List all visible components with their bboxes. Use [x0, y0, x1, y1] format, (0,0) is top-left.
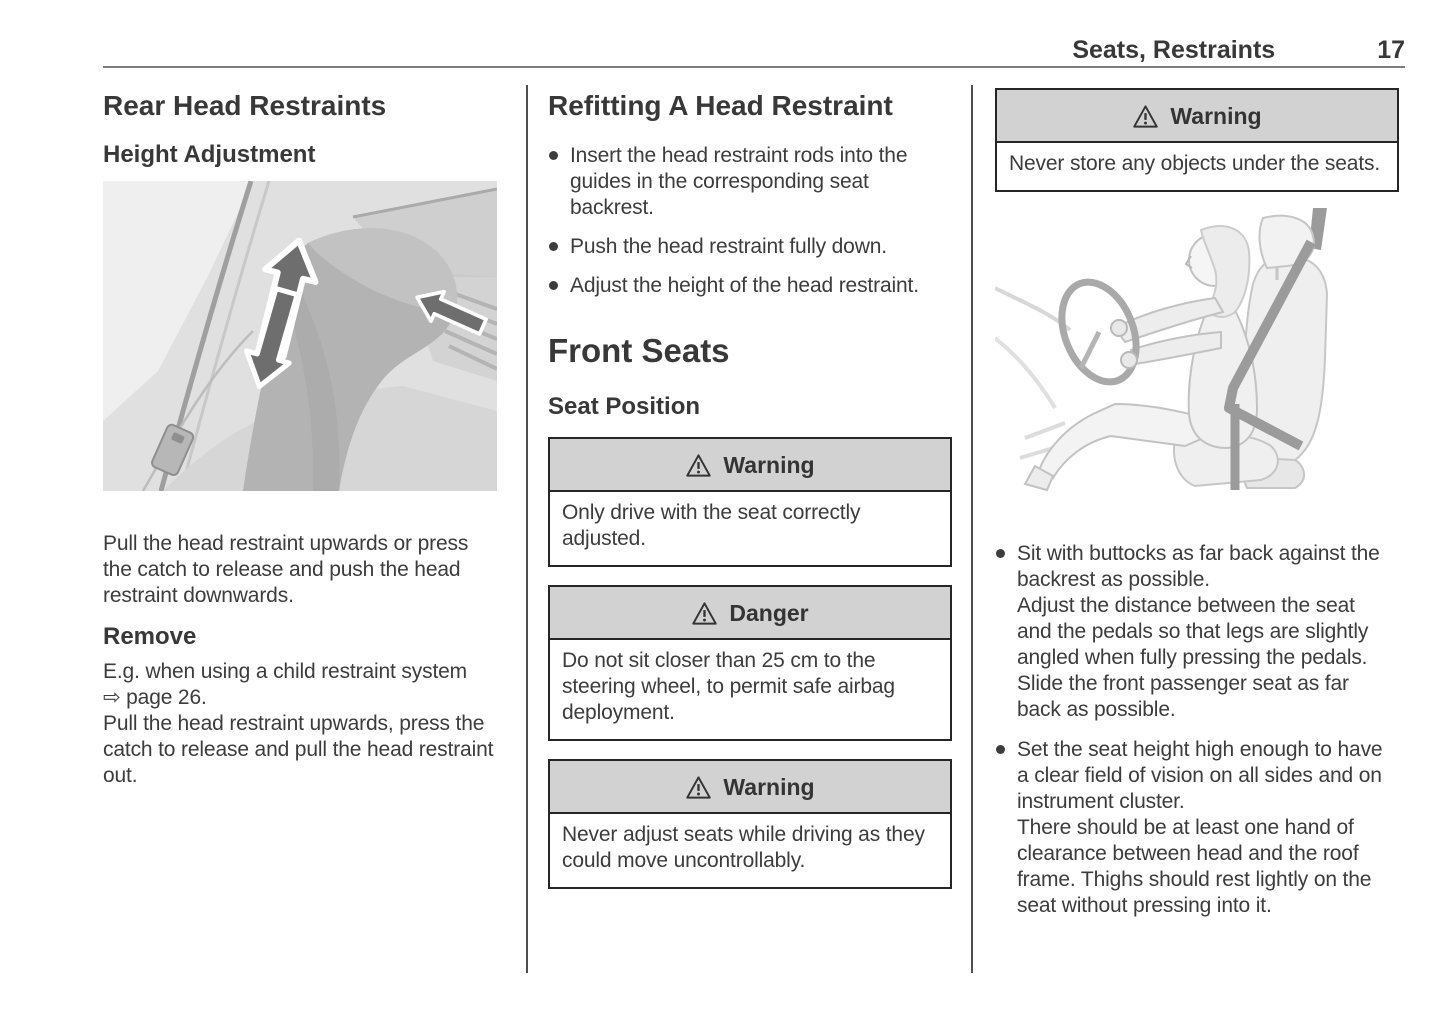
column-divider-left: [526, 85, 528, 973]
bullet-item: [995, 737, 1389, 919]
driver-hand: [1111, 320, 1127, 336]
danger-box-header: [550, 587, 950, 640]
bullet-item: [548, 143, 930, 221]
middle-column: [548, 85, 952, 889]
warning-box-header: [997, 90, 1397, 143]
driver-hand: [1121, 352, 1137, 368]
seat-position-list: [995, 541, 1399, 919]
bullet-text: Adjust the height of the head restraint.: [570, 274, 919, 297]
chapter-heading-front-seats: Front Seats: [548, 332, 730, 369]
bullet-paragraph: Set the seat height high enough to have a clear field of vision on all sides and on instrument cluster.: [1017, 738, 1383, 813]
bullet-text: Push the head restraint fully down.: [570, 235, 887, 258]
right-column: [995, 85, 1399, 919]
danger-title: Danger: [729, 600, 809, 626]
warning-title: Warning: [723, 774, 815, 800]
warning-box-header: [550, 439, 950, 492]
warning-title: Warning: [723, 452, 815, 478]
rear-head-restraint-illustration: [103, 181, 497, 491]
left-column: [103, 85, 501, 789]
danger-box-steering-wheel: [548, 585, 952, 741]
bullet-paragraph: Adjust the distance between the seat and the pedals so that legs are slightly angled when fully pressing the pedals. Slide the front passenger seat as far back as possible.: [1017, 594, 1369, 721]
paragraph-remove-reference: [103, 659, 501, 711]
paragraph-height-adjust: Pull the head restraint upwards or press the catch to release and push the head restraint downwards.: [103, 532, 469, 607]
warning-box-store-objects: [995, 88, 1399, 192]
seat-position-illustration: [995, 208, 1380, 495]
bullet-paragraph: There should be at least one hand of clearance between head and the roof frame. Thighs should rest lightly on the seat without pressing into it.: [1017, 816, 1372, 917]
bullet-item: [995, 541, 1389, 723]
remove-reference-line1: E.g. when using a child restraint system: [103, 660, 468, 683]
bullet-item: [548, 234, 930, 260]
bullet-marker: [549, 242, 558, 251]
subheading-remove: Remove: [103, 623, 197, 650]
warning-box-header: [550, 761, 950, 814]
subheading-seat-position: Seat Position: [548, 393, 701, 420]
warning-body: Only drive with the seat correctly adjusted.: [562, 501, 861, 550]
running-header: [103, 36, 1405, 65]
header-rule: [103, 66, 1405, 68]
paragraph-remove: Pull the head restraint upwards, press the catch to release and pull the head restraint out.: [103, 712, 494, 787]
warning-title: Warning: [1170, 103, 1262, 129]
section-heading-rear-head-restraints: Rear Head Restraints: [103, 90, 387, 121]
bullet-item: [548, 273, 930, 299]
header-title: Seats, Restraints: [1072, 36, 1276, 64]
bullet-paragraph: Sit with buttocks as far back against the backrest as possible.: [1017, 542, 1380, 591]
warning-triangle-icon: [1132, 104, 1159, 129]
warning-triangle-icon: [691, 601, 718, 626]
bullet-marker: [996, 745, 1005, 754]
column-divider-right: [971, 85, 973, 973]
warning-body: Never adjust seats while driving as they could move uncontrollably.: [562, 823, 925, 872]
bullet-marker: [996, 549, 1005, 558]
bullet-marker: [549, 151, 558, 160]
bullet-marker: [549, 281, 558, 290]
remove-reference-line2: ⇨ page 26.: [103, 686, 207, 709]
warning-box-seat-adjusted: [548, 437, 952, 567]
warning-triangle-icon: [685, 775, 712, 800]
warning-box-adjust-driving: [548, 759, 952, 889]
bullet-text: Insert the head restraint rods into the guides in the corresponding seat backrest.: [570, 144, 908, 219]
page-number: 17: [1377, 36, 1405, 64]
danger-body: Do not sit closer than 25 cm to the steering wheel, to permit safe airbag deployment.: [562, 649, 895, 724]
warning-triangle-icon: [685, 453, 712, 478]
refitting-steps-list: [548, 143, 952, 299]
subheading-height-adjustment: Height Adjustment: [103, 141, 316, 168]
warning-body: Never store any objects under the seats.: [1009, 152, 1381, 175]
section-heading-refitting: Refitting A Head Restraint: [548, 90, 893, 121]
